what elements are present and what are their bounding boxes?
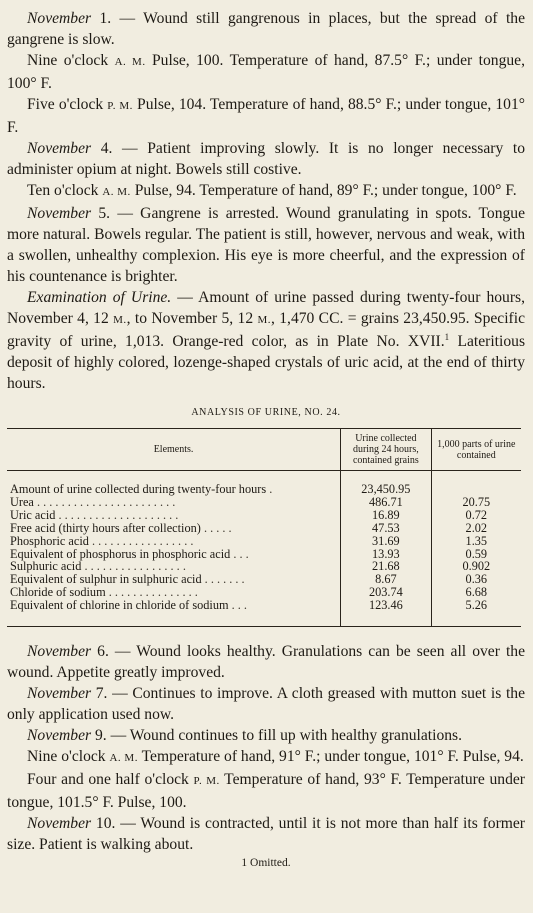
- entry-day: 9.: [91, 727, 107, 745]
- entry-text: — Wound looks healthy. Granulations can be seen all over the wound. Appetite greatly improved.: [7, 643, 526, 682]
- footnote: 1 Omitted.: [241, 857, 291, 870]
- table-body: [7, 483, 521, 627]
- footnote-reference: 1: [444, 331, 450, 342]
- entry-day: 6.: [91, 643, 109, 661]
- entry-date: November: [27, 205, 92, 222]
- entry-time: Five o'clock: [27, 96, 108, 113]
- parts-value: 0.59: [431, 548, 521, 561]
- leader-dots: .: [266, 482, 273, 496]
- grains-value: 47.53: [341, 522, 432, 535]
- entry-day: 10.: [91, 815, 116, 833]
- entry-date: November: [27, 10, 92, 27]
- entry-meridiem: P. M.: [193, 775, 220, 788]
- element-label: Equivalent of chlorine in chloride of sodium: [10, 598, 229, 613]
- leader-dots: . . . . . . . . . . . . . . . . .: [81, 559, 186, 574]
- entry-text: — Wound is contracted, until it is not more than half its former size. Patient is walking about.: [7, 815, 525, 854]
- entry-text: — Wound continues to fill up with healthy granulations.: [106, 727, 463, 745]
- entry-meridiem: P. M.: [107, 100, 133, 112]
- entry-date: November: [27, 643, 92, 661]
- entry-text: — Patient improving slowly. It is no longer necessary to administer opium at night. Bowels still costive.: [7, 140, 525, 178]
- entry-vitals: Pulse, 100. Temperature of hand, 87.5° F.; under tongue, 100° F.: [7, 52, 525, 92]
- entry-time: Four and one half o'clock: [27, 771, 194, 789]
- journal-entry: [7, 203, 525, 287]
- journal-entry: [7, 641, 525, 683]
- element-label: Sulphuric acid: [10, 559, 82, 574]
- grains-value: 21.68: [341, 560, 432, 573]
- grains-value: 31.69: [341, 535, 432, 548]
- exam-heading: Examination of Urine.: [27, 289, 172, 306]
- journal-entry: [7, 769, 525, 813]
- entry-vitals: Pulse, 94. Temperature of hand, 89° F.; under tongue, 100° F.: [130, 182, 517, 199]
- leader-dots: . . . . .: [200, 520, 232, 535]
- entry-day: 4.: [91, 140, 113, 157]
- element-label: Amount of urine collected during twenty-four hours: [10, 482, 267, 496]
- element-label: Free acid (thirty hours after collection): [10, 520, 201, 535]
- urine-examination-paragraph: Examination of Urine. — Amount of urine passed during twenty-four hours, November 4, 12 M., to November 5, 12 M., 1,470 CC. = grains 23,450.95. Specific gravity of urine, 1,013. Orange-red color, as in Plate No. XVII.$^1$ Lateritious deposit of highly colored, lozenge-shaped crystals of uric acid, at the end of thirty hours.: [7, 289, 526, 392]
- grains-value: 23,450.95: [341, 483, 432, 496]
- parts-value: 0.36: [431, 573, 521, 586]
- element-label: Equivalent of phosphorus in phosphoric acid: [10, 546, 231, 561]
- parts-value: 5.26: [431, 599, 521, 612]
- table-header-row: [7, 429, 521, 471]
- leader-dots: . . . . . . . . . . . . . . . . . . . .: [55, 507, 179, 522]
- journal-entries-top: [7, 8, 525, 287]
- entry-meridiem: A. M.: [114, 56, 146, 68]
- parts-value: 20.75: [431, 496, 521, 509]
- entry-day: 7.: [91, 685, 108, 703]
- entry-vitals: Temperature of hand, 93° F. Temperature under tongue, 101.5° F. Pulse, 100.: [7, 771, 525, 812]
- journal-entry: [7, 94, 525, 138]
- entry-time: Nine o'clock: [27, 748, 110, 766]
- element-label: Phosphoric acid: [10, 533, 89, 548]
- entry-text: — Gangrene is arrested. Wound granulating in spots. Tongue more natural. Bowels regular. The patient is still, however, nervous and weak, with a swollen, unhealthy complexion. His eye is more cheerful, and the expression of his countenance is brighter.: [7, 205, 526, 285]
- elements-header: Elements.: [153, 444, 194, 455]
- leader-dots: . . . . . . . . . . . . . . . . .: [88, 533, 194, 548]
- journal-entry: [7, 50, 525, 94]
- entry-text: — Wound still gangrenous in places, but the spread of the gangrene is slow.: [7, 10, 526, 48]
- table-row: [7, 599, 521, 612]
- journal-entry: [7, 8, 525, 50]
- entry-vitals: Temperature of hand, 91° F.; under tongue, 101° F. Pulse, 94.: [137, 748, 524, 766]
- parts-value: 1.35: [431, 535, 521, 548]
- parts-header: 1,000 parts of urine contained: [431, 429, 521, 471]
- entry-meridiem: A. M.: [109, 752, 138, 765]
- entry-day: 5.: [91, 205, 111, 222]
- journal-entry: [7, 180, 525, 203]
- grains-value: 123.46: [341, 599, 432, 612]
- entry-time: Ten o'clock: [27, 182, 103, 199]
- journal-entry: [7, 725, 525, 746]
- element-label: Uric acid: [10, 507, 56, 522]
- leader-dots: . . .: [228, 598, 248, 613]
- entry-date: November: [27, 727, 92, 745]
- journal-entry: [7, 683, 525, 725]
- table-bottom-rule: [7, 612, 521, 627]
- parts-value: 0.902: [431, 560, 521, 573]
- grains-value: 203.74: [341, 586, 432, 599]
- leader-dots: . . .: [230, 546, 249, 561]
- element-label: Chloride of sodium: [10, 585, 106, 600]
- entry-time: Nine o'clock: [27, 52, 115, 69]
- journal-entry: [7, 746, 525, 769]
- leader-dots: . . . . . . . . . . . . . . .: [105, 585, 198, 600]
- parts-value: 0.72: [431, 509, 521, 522]
- entry-date: November: [27, 815, 92, 833]
- element-label: Urea: [10, 494, 34, 509]
- element-name: [7, 599, 341, 612]
- entry-date: November: [27, 685, 92, 703]
- table-title: ANALYSIS OF URINE, NO. 24.: [191, 407, 341, 418]
- journal-entry: [7, 138, 525, 180]
- grains-value: 486.71: [341, 496, 432, 509]
- element-label: Equivalent of sulphur in sulphuric acid: [10, 572, 202, 587]
- grains-value: 16.89: [341, 509, 432, 522]
- journal-entries-bottom: [7, 641, 525, 855]
- leader-dots: . . . . . . . . . . . . . . . . . . . . . . .: [33, 494, 176, 509]
- parts-value: [431, 483, 521, 496]
- urine-analysis-table: [7, 428, 521, 627]
- entry-vitals: Pulse, 104. Temperature of hand, 88.5° F.; under tongue, 101° F.: [7, 96, 525, 136]
- entry-text: — Continues to improve. A cloth greased with mutton suet is the only application used now.: [7, 685, 525, 724]
- parts-value: 6.68: [431, 586, 521, 599]
- entry-date: November: [27, 140, 92, 157]
- parts-value: 2.02: [431, 522, 521, 535]
- journal-entry: [7, 813, 525, 855]
- grains-value: 8.67: [341, 573, 432, 586]
- leader-dots: . . . . . . .: [201, 572, 245, 587]
- grains-header: Urine collected during 24 hours, contained grains: [341, 429, 432, 471]
- grains-value: 13.93: [341, 548, 432, 561]
- entry-meridiem: A. M.: [102, 186, 131, 198]
- entry-day: 1.: [91, 10, 112, 27]
